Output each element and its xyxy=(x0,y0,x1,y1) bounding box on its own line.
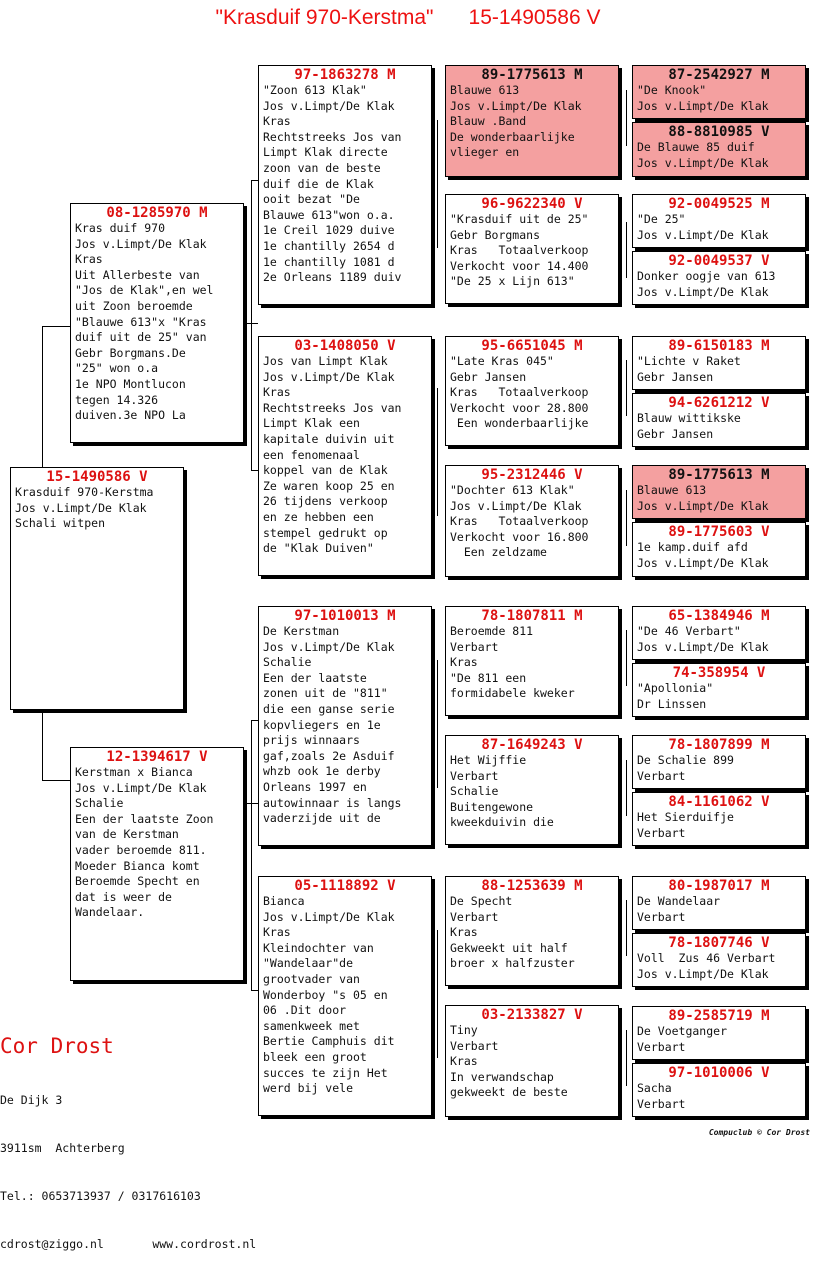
card-details xyxy=(633,411,805,442)
card-line: 1e chantilly 1081 d xyxy=(263,254,395,269)
card-line: "Apollonia" xyxy=(637,681,714,695)
card-line: Jos v.Limpt/De Klak xyxy=(637,227,769,242)
card-line: De Voetganger xyxy=(637,1024,728,1038)
card-line: dat is weer de xyxy=(75,889,172,904)
ring-number: 05-1118892 V xyxy=(294,878,396,894)
ring-number: 96-9622340 V xyxy=(481,196,583,212)
card-line: Een der laatste Zoon xyxy=(75,811,214,826)
card-line: Wonderboy "s 05 en xyxy=(263,987,388,1002)
pedigree-card-gggen-9[interactable] xyxy=(632,606,806,660)
pedigree-card-mother[interactable] xyxy=(70,747,244,981)
card-line: Sacha xyxy=(637,1081,672,1095)
card-line: Bertie Camphuis dit xyxy=(263,1034,395,1049)
owner-name: Cor Drost xyxy=(0,1034,114,1058)
card-details xyxy=(446,212,618,290)
ring-number: 03-1408050 V xyxy=(294,338,396,354)
card-line: gaf,zoals 2e Asduif xyxy=(263,748,395,763)
connector xyxy=(437,660,438,788)
card-details xyxy=(633,681,805,712)
card-line: Jos v.Limpt/De Klak xyxy=(637,155,769,170)
card-line: een fenomenaal xyxy=(263,447,360,462)
ring-number: 94-6261212 V xyxy=(668,395,770,411)
card-line: Kras Totaalverkoop xyxy=(450,385,589,400)
card-line: Gebr Jansen xyxy=(637,369,714,384)
card-line: Een der laatste xyxy=(263,670,367,685)
card-line: In verwandschap xyxy=(450,1069,554,1084)
pedigree-card-gggen-16[interactable] xyxy=(632,1063,806,1117)
pedigree-card-grandsire-maternal[interactable] xyxy=(258,606,432,846)
card-line: "Wandelaar"de xyxy=(263,956,354,971)
connector xyxy=(626,1030,627,1086)
card-details xyxy=(633,83,805,114)
ring-number: 92-0049537 V xyxy=(668,253,770,269)
pedigree-card-gggen-10[interactable] xyxy=(632,663,806,717)
card-line: Kleindochter van xyxy=(263,940,374,955)
pedigree-card-gggen-3[interactable] xyxy=(632,194,806,248)
card-details xyxy=(71,765,243,921)
ring-number: 74-358954 V xyxy=(672,665,766,681)
connector xyxy=(42,326,43,468)
pedigree-card-subject[interactable] xyxy=(10,467,184,710)
card-line: stempel gedrukt op xyxy=(263,525,388,540)
card-details xyxy=(633,810,805,841)
card-line: Kras Totaalverkoop xyxy=(450,514,589,529)
connector xyxy=(42,710,43,780)
card-line: Beroemde 811 xyxy=(450,624,534,638)
card-details xyxy=(633,894,805,925)
card-line: "Zoon 613 Klak" xyxy=(263,83,367,97)
pedigree-card-gggen-14[interactable] xyxy=(632,933,806,987)
card-line: Jos v.Limpt/De Klak xyxy=(263,369,395,384)
ring-number: 15-1490586 V xyxy=(46,469,148,485)
card-line: van de Kerstman xyxy=(75,827,179,842)
card-line: werd bij vele xyxy=(263,1081,354,1096)
card-line: Verbart xyxy=(637,1096,686,1111)
connector xyxy=(251,180,258,181)
card-line: Rechtstreeks Jos van xyxy=(263,129,402,144)
card-line: Gebr Borgmans xyxy=(450,227,541,242)
card-line: "Late Kras 045" xyxy=(450,354,554,368)
card-details xyxy=(446,894,618,972)
card-line: Kras xyxy=(450,655,478,670)
card-line: "Dochter 613 Klak" xyxy=(450,483,575,497)
ring-number: 80-1987017 M xyxy=(668,878,770,894)
owner-online xyxy=(0,1236,256,1252)
card-details xyxy=(259,83,431,286)
pedigree-card-ggen-7[interactable] xyxy=(445,876,619,986)
card-line: zonen uit de "811" xyxy=(263,686,388,701)
card-line: Blauw wittikske xyxy=(637,411,741,425)
card-line: Blauwe 613"won o.a. xyxy=(263,207,395,222)
pedigree-card-ggen-5[interactable] xyxy=(445,606,619,716)
ring-number: 89-1775603 V xyxy=(668,524,770,540)
card-line: "De 25" xyxy=(637,212,686,226)
connector xyxy=(251,720,258,721)
owner-email[interactable]: cdrost@ziggo.nl xyxy=(0,1237,104,1251)
card-details xyxy=(11,485,183,532)
card-details xyxy=(633,753,805,784)
card-line: Verbart xyxy=(450,1038,499,1053)
connector xyxy=(626,490,627,546)
card-line: Het Sierduifje xyxy=(637,810,734,824)
card-line: Jos v.Limpt/De Klak xyxy=(263,909,395,924)
card-line: Jos v.Limpt/De Klak xyxy=(637,966,769,981)
card-line: Donker oogje van 613 xyxy=(637,269,776,283)
card-line: formidabele kweker xyxy=(450,686,575,701)
page-title: "Krasduif 970-Kerstma" 15-1490586 V xyxy=(215,6,601,29)
card-line: bleek een groot xyxy=(263,1049,367,1064)
card-line: uit Zoon beroemde xyxy=(75,298,193,313)
card-line: Dr Linssen xyxy=(637,696,707,711)
pedigree-card-ggen-3[interactable] xyxy=(445,336,619,446)
card-details xyxy=(446,483,618,561)
card-line: Verbart xyxy=(450,639,499,654)
card-line: Blauwe 613 xyxy=(450,83,520,97)
connector xyxy=(437,930,438,1058)
ring-number: 95-2312446 V xyxy=(481,467,583,483)
card-line: Schalie xyxy=(450,784,499,799)
card-line: Schali witpen xyxy=(15,516,106,531)
ring-number: 03-2133827 V xyxy=(481,1007,583,1023)
card-line: Blauw .Band xyxy=(450,114,527,129)
card-line: duif die de Klak xyxy=(263,176,374,191)
card-line: "De 811 een xyxy=(450,670,527,685)
card-line: Jos v.Limpt/De Klak xyxy=(75,780,207,795)
card-line: Verbart xyxy=(450,768,499,783)
ring-number: 87-2542927 M xyxy=(668,67,770,83)
card-line: Verbart xyxy=(637,768,686,783)
card-line: Kras xyxy=(263,114,291,129)
pedigree-card-ggen-1[interactable] xyxy=(445,65,619,177)
card-line: Orleans 1997 en xyxy=(263,779,367,794)
connector xyxy=(437,120,438,248)
card-line: 1e kamp.duif afd xyxy=(637,540,748,554)
card-line: Kras xyxy=(450,1054,478,1069)
card-line: whzb ook 1e derby xyxy=(263,764,381,779)
card-line: Wandelaar. xyxy=(75,905,145,920)
pedigree-card-grandsire-paternal[interactable] xyxy=(258,65,432,305)
connector xyxy=(626,90,627,146)
card-line: Kras Totaalverkoop xyxy=(450,243,589,258)
card-details xyxy=(633,212,805,243)
card-line: De Kerstman xyxy=(263,624,340,638)
pedigree-card-gggen-12[interactable] xyxy=(632,792,806,846)
owner-website[interactable]: www.cordrost.nl xyxy=(152,1237,257,1251)
card-details xyxy=(259,624,431,827)
card-details xyxy=(446,83,618,161)
card-details xyxy=(259,894,431,1097)
card-line: kapitale duivin uit xyxy=(263,431,395,446)
card-line: "De 25 x Lijn 613" xyxy=(450,274,575,289)
card-line: Verkocht voor 28.800 xyxy=(450,400,589,415)
card-line: Jos v.Limpt/De Klak xyxy=(263,639,395,654)
card-line: Moeder Bianca komt xyxy=(75,858,200,873)
card-line: De wonderbaarlijke xyxy=(450,129,575,144)
footer-credit: Compuclub © Cor Drost xyxy=(708,1128,810,1137)
card-line: Een wonderbaarlijke xyxy=(450,416,589,431)
card-line: Limpt Klak een xyxy=(263,416,360,431)
connector xyxy=(626,630,627,686)
pedigree-card-gggen-13[interactable] xyxy=(632,876,806,930)
card-line: Jos v.Limpt/De Klak xyxy=(637,98,769,113)
card-line: vlieger en xyxy=(450,145,520,160)
card-line: Jos v.Limpt/De Klak xyxy=(637,555,769,570)
card-line: prijs winnaars xyxy=(263,733,360,748)
card-line: grootvader van xyxy=(263,971,360,986)
card-line: 1e chantilly 2654 d xyxy=(263,238,395,253)
card-line: De Specht xyxy=(450,894,513,908)
card-details xyxy=(446,753,618,831)
card-line: Rechtstreeks Jos van xyxy=(263,400,402,415)
ring-number: 08-1285970 M xyxy=(106,205,208,221)
card-line: die een ganse serie xyxy=(263,701,395,716)
card-line: succes te zijn Het xyxy=(263,1065,388,1080)
card-line: kweekduivin die xyxy=(450,815,554,830)
card-line: Jos van Limpt Klak xyxy=(263,354,388,368)
card-details xyxy=(633,951,805,982)
card-line: "Blauwe 613"x "Kras xyxy=(75,314,207,329)
card-line: Uit Allerbeste van xyxy=(75,267,200,282)
pedigree-card-gggen-5[interactable] xyxy=(632,336,806,390)
pedigree-card-ggen-6[interactable] xyxy=(445,735,619,845)
card-line: Jos v.Limpt/De Klak xyxy=(637,284,769,299)
card-line: Verbart xyxy=(637,825,686,840)
card-line: Limpt Klak directe xyxy=(263,145,388,160)
card-details xyxy=(633,540,805,571)
card-line: "Krasduif uit de 25" xyxy=(450,212,589,226)
card-line: Jos v.Limpt/De Klak xyxy=(75,236,207,251)
owner-address: De Dijk 3 xyxy=(0,1093,63,1107)
card-line: 1e Creil 1029 duive xyxy=(263,223,395,238)
card-line: duiven.3e NPO La xyxy=(75,408,186,423)
ring-number: 89-6150183 M xyxy=(668,338,770,354)
owner-phone: Tel.: 0653713937 / 0317616103 xyxy=(0,1189,201,1203)
connector xyxy=(42,326,72,327)
card-line: Jos v.Limpt/De Klak xyxy=(450,98,582,113)
pedigree-card-gggen-6[interactable] xyxy=(632,393,806,447)
card-line: Jos v.Limpt/De Klak xyxy=(15,500,147,515)
ring-number: 92-0049525 M xyxy=(668,196,770,212)
card-line: Het Wijffie xyxy=(450,753,527,767)
card-line: Gekweekt uit half xyxy=(450,940,568,955)
pedigree-card-ggen-8[interactable] xyxy=(445,1005,619,1117)
card-line: De Wandelaar xyxy=(637,894,721,908)
card-details xyxy=(446,624,618,702)
card-line: Verkocht voor 16.800 xyxy=(450,529,589,544)
card-line: Schalie xyxy=(75,796,124,811)
card-line: 06 .Dit door xyxy=(263,1003,347,1018)
card-line: 1e NPO Montlucon xyxy=(75,376,186,391)
card-details xyxy=(633,624,805,655)
card-line: kopvliegers en 1e xyxy=(263,717,381,732)
ring-number: 97-1010006 V xyxy=(668,1065,770,1081)
connector xyxy=(251,180,252,470)
ring-number: 89-1775613 M xyxy=(668,467,770,483)
ring-number: 78-1807746 V xyxy=(668,935,770,951)
ring-number: 12-1394617 V xyxy=(106,749,208,765)
card-line: Blauwe 613 xyxy=(637,483,707,497)
card-line: Verbart xyxy=(450,909,499,924)
ring-number: 97-1010013 M xyxy=(294,608,396,624)
card-line: Gebr Jansen xyxy=(637,426,714,441)
ring-number: 65-1384946 M xyxy=(668,608,770,624)
card-line: Kerstman x Bianca xyxy=(75,765,193,779)
card-line: 26 tijdens verkoop xyxy=(263,494,388,509)
card-details xyxy=(446,1023,618,1101)
card-line: "25" won o.a xyxy=(75,361,159,376)
pedigree-card-gggen-15[interactable] xyxy=(632,1006,806,1060)
card-line: Verbart xyxy=(637,1039,686,1054)
pedigree-card-ggen-2[interactable] xyxy=(445,194,619,304)
pedigree-card-granddam-maternal[interactable] xyxy=(258,876,432,1116)
card-line: Jos v.Limpt/De Klak xyxy=(450,498,582,513)
ring-number: 87-1649243 V xyxy=(481,737,583,753)
owner-contact xyxy=(0,1060,256,1268)
card-line: Beroemde Specht en xyxy=(75,874,200,889)
card-line: Jos v.Limpt/De Klak xyxy=(637,639,769,654)
card-line: tegen 14.326 xyxy=(75,392,159,407)
card-line: 2e Orleans 1189 duiv xyxy=(263,270,402,285)
ring-number: 78-1807811 M xyxy=(481,608,583,624)
connector xyxy=(626,360,627,416)
ring-number: 89-2585719 M xyxy=(668,1008,770,1024)
connector xyxy=(626,222,627,278)
ring-number: 88-1253639 M xyxy=(481,878,583,894)
pedigree-card-gggen-4[interactable] xyxy=(632,251,806,305)
card-details xyxy=(633,269,805,300)
card-line: Verbart xyxy=(637,909,686,924)
card-line: duif uit de 25" van xyxy=(75,330,207,345)
ring-number: 89-1775613 M xyxy=(481,67,583,83)
ring-number: 95-6651045 M xyxy=(481,338,583,354)
connector xyxy=(626,760,627,816)
pedigree-card-gggen-8[interactable] xyxy=(632,522,806,577)
owner-city: 3911sm Achterberg xyxy=(0,1141,125,1155)
card-details xyxy=(633,354,805,385)
card-line: "Lichte v Raket xyxy=(637,354,741,368)
card-line: Verkocht voor 14.400 xyxy=(450,258,589,273)
pedigree-card-granddam-paternal[interactable] xyxy=(258,336,432,576)
card-line: samenkweek met xyxy=(263,1018,360,1033)
connector xyxy=(437,388,438,516)
card-details xyxy=(446,354,618,432)
card-line: vader beroemde 811. xyxy=(75,842,207,857)
card-line: "Jos de Klak",en wel xyxy=(75,283,214,298)
card-line: Kras xyxy=(263,385,291,400)
card-line: Voll Zus 46 Verbart xyxy=(637,951,776,965)
card-line: De Schalie 899 xyxy=(637,753,734,767)
connector xyxy=(251,470,258,471)
pedigree-card-gggen-11[interactable] xyxy=(632,735,806,789)
card-line: en ze hebben een xyxy=(263,509,374,524)
card-line: Buitengewone xyxy=(450,799,534,814)
card-line: Een zeldzame xyxy=(450,545,547,560)
card-line: Kras duif 970 xyxy=(75,221,166,235)
card-line: Kras xyxy=(263,925,291,940)
card-line: Kras xyxy=(75,252,103,267)
ring-number: 88-8810985 V xyxy=(668,124,770,140)
ring-number: 78-1807899 M xyxy=(668,737,770,753)
ring-number: 97-1863278 M xyxy=(294,67,396,83)
card-line: vaderzijde uit de xyxy=(263,811,381,826)
card-line: Gebr Borgmans.De xyxy=(75,345,186,360)
card-details xyxy=(633,140,805,171)
connector xyxy=(251,990,258,991)
card-line: Schalie xyxy=(263,655,312,670)
pedigree-card-gggen-7[interactable] xyxy=(632,465,806,519)
card-details xyxy=(633,1081,805,1112)
card-line: gekweekt de beste xyxy=(450,1085,568,1100)
card-line: Gebr Jansen xyxy=(450,369,527,384)
card-line: autowinnaar is langs xyxy=(263,795,402,810)
pedigree-card-father[interactable] xyxy=(70,203,244,443)
card-line: Krasduif 970-Kerstma xyxy=(15,485,154,499)
card-details xyxy=(259,354,431,557)
card-line: Jos v.Limpt/De Klak xyxy=(637,498,769,513)
card-line: broer x halfzuster xyxy=(450,956,575,971)
pedigree-card-ggen-4[interactable] xyxy=(445,465,619,577)
card-line: koppel van de Klak xyxy=(263,463,388,478)
card-line: Kras xyxy=(450,925,478,940)
pedigree-card-gggen-2[interactable] xyxy=(632,122,806,177)
pedigree-card-gggen-1[interactable] xyxy=(632,65,806,119)
card-line: Ze waren koop 25 en xyxy=(263,478,395,493)
card-details xyxy=(633,483,805,514)
ring-number: 84-1161062 V xyxy=(668,794,770,810)
card-line: "De 46 Verbart" xyxy=(637,624,741,638)
card-line: Jos v.Limpt/De Klak xyxy=(263,98,395,113)
connector xyxy=(251,720,252,990)
connector xyxy=(42,780,70,781)
card-line: de "Klak Duiven" xyxy=(263,541,374,556)
card-line: Bianca xyxy=(263,894,305,908)
card-line: Tiny xyxy=(450,1023,478,1037)
card-details xyxy=(71,221,243,424)
card-line: zoon van de beste xyxy=(263,160,381,175)
card-line: De Blauwe 85 duif xyxy=(637,140,755,154)
card-line: "De Knook" xyxy=(637,83,707,97)
card-line: ooit bezat "De xyxy=(263,192,360,207)
connector xyxy=(626,900,627,956)
card-details xyxy=(633,1024,805,1055)
